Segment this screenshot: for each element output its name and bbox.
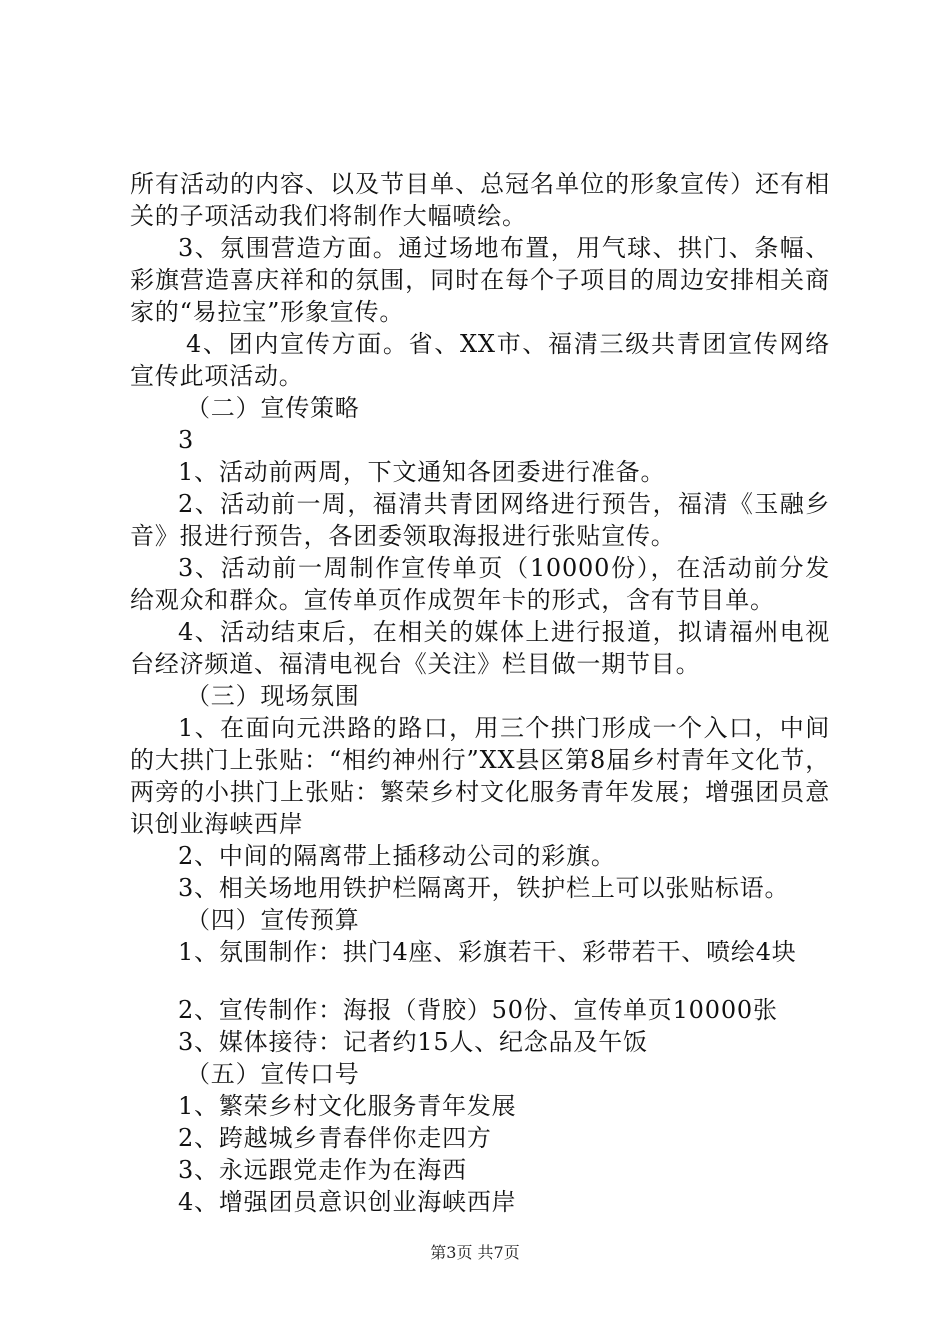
section-heading-venue: （三）现场氛围: [186, 682, 360, 710]
strategy-item-4: 4、活动结束后，在相关的媒体上进行报道，拟请福州电视台经济频道、福清电视台《关注》栏目做一期节目。: [130, 618, 830, 678]
budget-item-2: 2、宣传制作：海报（背胶）50份、宣传单页10000张: [178, 996, 778, 1024]
slogan-item-1: 1、繁荣乡村文化服务青年发展: [178, 1092, 517, 1120]
slogan-item-3: 3、永远跟党走作为在海西: [178, 1156, 467, 1184]
slogan-item-2: 2、跨越城乡青春伴你走四方: [178, 1124, 492, 1152]
paragraph-league-promotion: 4、团内宣传方面。省、XX市、福清三级共青团宣传网络宣传此项活动。: [130, 330, 830, 390]
budget-item-1: 1、氛围制作：拱门4座、彩旗若干、彩带若干、喷绘4块: [178, 938, 797, 966]
blank-line: [130, 968, 830, 994]
document-body: [130, 168, 830, 1218]
section-heading-budget: （四）宣传预算: [186, 906, 360, 934]
strategy-item-2: 2、活动前一周，福清共青团网络进行预告，福清《玉融乡音》报进行预告，各团委领取海报进行张贴宣传。: [130, 490, 830, 550]
section-heading-strategy: （二）宣传策略: [186, 394, 360, 422]
slogan-item-4: 4、增强团员意识创业海峡西岸: [178, 1188, 517, 1216]
section-heading-slogans: （五）宣传口号: [186, 1060, 360, 1088]
strategy-item-3: 3、活动前一周制作宣传单页（10000份），在活动前分发给观众和群众。宣传单页作成贺年卡的形式，含有节目单。: [130, 554, 830, 614]
venue-item-1: 1、在面向元洪路的路口，用三个拱门形成一个入口，中间的大拱门上张贴：“相约神州行”XX县区第8届乡村青年文化节，两旁的小拱门上张贴：繁荣乡村文化服务青年发展；增强团员意识创业海峡西岸: [130, 714, 830, 838]
paragraph-atmosphere: 3、氛围营造方面。通过场地布置，用气球、拱门、条幅、彩旗营造喜庆祥和的氛围，同时在每个子项目的周边安排相关商家的“易拉宝”形象宣传。: [130, 234, 830, 326]
paragraph-continuation: 所有活动的内容、以及节目单、总冠名单位的形象宣传）还有相关的子项活动我们将制作大幅喷绘。: [130, 170, 830, 230]
page-footer: 第3页 共7页: [430, 1243, 520, 1262]
budget-item-3: 3、媒体接待：记者约15人、纪念品及午饭: [178, 1028, 648, 1056]
strategy-item-1: 1、活动前两周，下文通知各团委进行准备。: [178, 458, 666, 486]
venue-item-2: 2、中间的隔离带上插移动公司的彩旗。: [178, 842, 616, 870]
venue-item-3: 3、相关场地用铁护栏隔离开，铁护栏上可以张贴标语。: [178, 874, 790, 902]
stray-page-number: 3: [178, 426, 195, 454]
